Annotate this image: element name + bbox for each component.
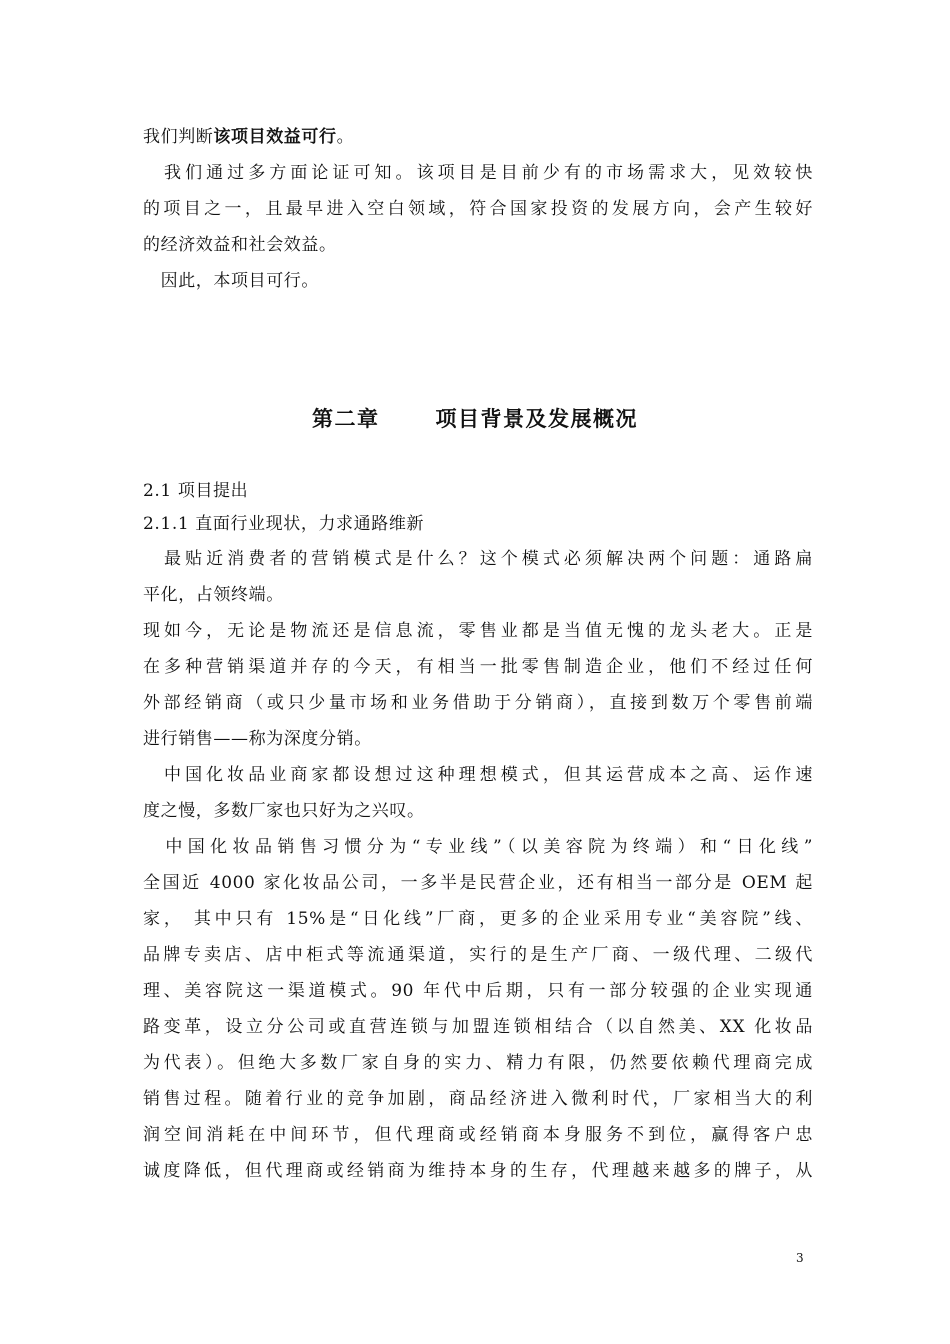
paragraph-line: 润空间消耗在中间环节，但代理商或经销商本身服务不到位，赢得客户忠 [143, 1125, 813, 1145]
paragraph-line: 全国近 4000 家化妆品公司，一多半是民营企业，还有相当一部分是 OEM 起 [143, 873, 813, 893]
paragraph-line: 品牌专卖店、店中柜式等流通渠道，实行的是生产厂商、一级代理、二级代 [143, 945, 813, 965]
conclusion-line [143, 126, 813, 148]
paragraph-line: 家， 其中只有 15%是“日化线”厂商，更多的企业采用专业“美容院”线、 [143, 909, 813, 929]
paragraph-line: 的经济效益和社会效益。 [143, 235, 337, 255]
paragraph-line: 因此，本项目可行。 [143, 271, 319, 291]
paragraph-line: 中国化妆品销售习惯分为“专业线”（以美容院为终端）和“日化线” [143, 837, 813, 857]
paragraph-line: 现如今，无论是物流还是信息流，零售业都是当值无愧的龙头老大。正是 [143, 621, 813, 641]
paragraph-line: 度之慢，多数厂家也只好为之兴叹。 [143, 801, 425, 821]
paragraph-line: 外部经销商（或只少量市场和业务借助于分销商），直接到数万个零售前端 [143, 693, 813, 713]
paragraph-line: 在多种营销渠道并存的今天，有相当一批零售制造企业，他们不经过任何 [143, 657, 813, 677]
paragraph-line: 我们通过多方面论证可知。该项目是目前少有的市场需求大，见效较快 [143, 163, 813, 183]
paragraph-line: 中国化妆品业商家都设想过这种理想模式，但其运营成本之高、运作速 [143, 765, 813, 785]
page-number: 3 [796, 1251, 804, 1265]
chapter-heading [0, 406, 950, 432]
paragraph-line: 理、美容院这一渠道模式。90 年代中后期，只有一部分较强的企业实现通 [143, 981, 813, 1001]
subsection-heading: 2.1.1 直面行业现状，力求通路维新 [143, 514, 425, 534]
chapter-number: 第二章 [312, 406, 380, 431]
paragraph-line: 路变革，设立分公司或直营连锁与加盟连锁相结合（以自然美、XX 化妆品 [143, 1017, 813, 1037]
paragraph-line: 进行销售——称为深度分销。 [143, 729, 372, 749]
conclusion-bold: 该项目效益可行 [213, 127, 337, 147]
chapter-title: 项目背景及发展概况 [435, 406, 638, 431]
section-heading: 2.1 项目提出 [143, 481, 249, 501]
conclusion-prefix: 我们判断 [143, 127, 214, 147]
paragraph-line: 为代表）。但绝大多数厂家自身的实力、精力有限，仍然要依赖代理商完成 [143, 1053, 813, 1073]
paragraph-line: 诚度降低，但代理商或经销商为维持本身的生存，代理越来越多的牌子，从 [143, 1161, 813, 1181]
conclusion-suffix: 。 [336, 127, 355, 147]
paragraph-line: 的项目之一，且最早进入空白领域，符合国家投资的发展方向，会产生较好 [143, 199, 813, 219]
paragraph-line: 平化，占领终端。 [143, 585, 284, 605]
paragraph-line: 销售过程。随着行业的竞争加剧，商品经济进入微利时代，厂家相当大的利 [143, 1089, 813, 1109]
paragraph-line: 最贴近消费者的营销模式是什么？这个模式必须解决两个问题：通路扁 [143, 549, 813, 569]
